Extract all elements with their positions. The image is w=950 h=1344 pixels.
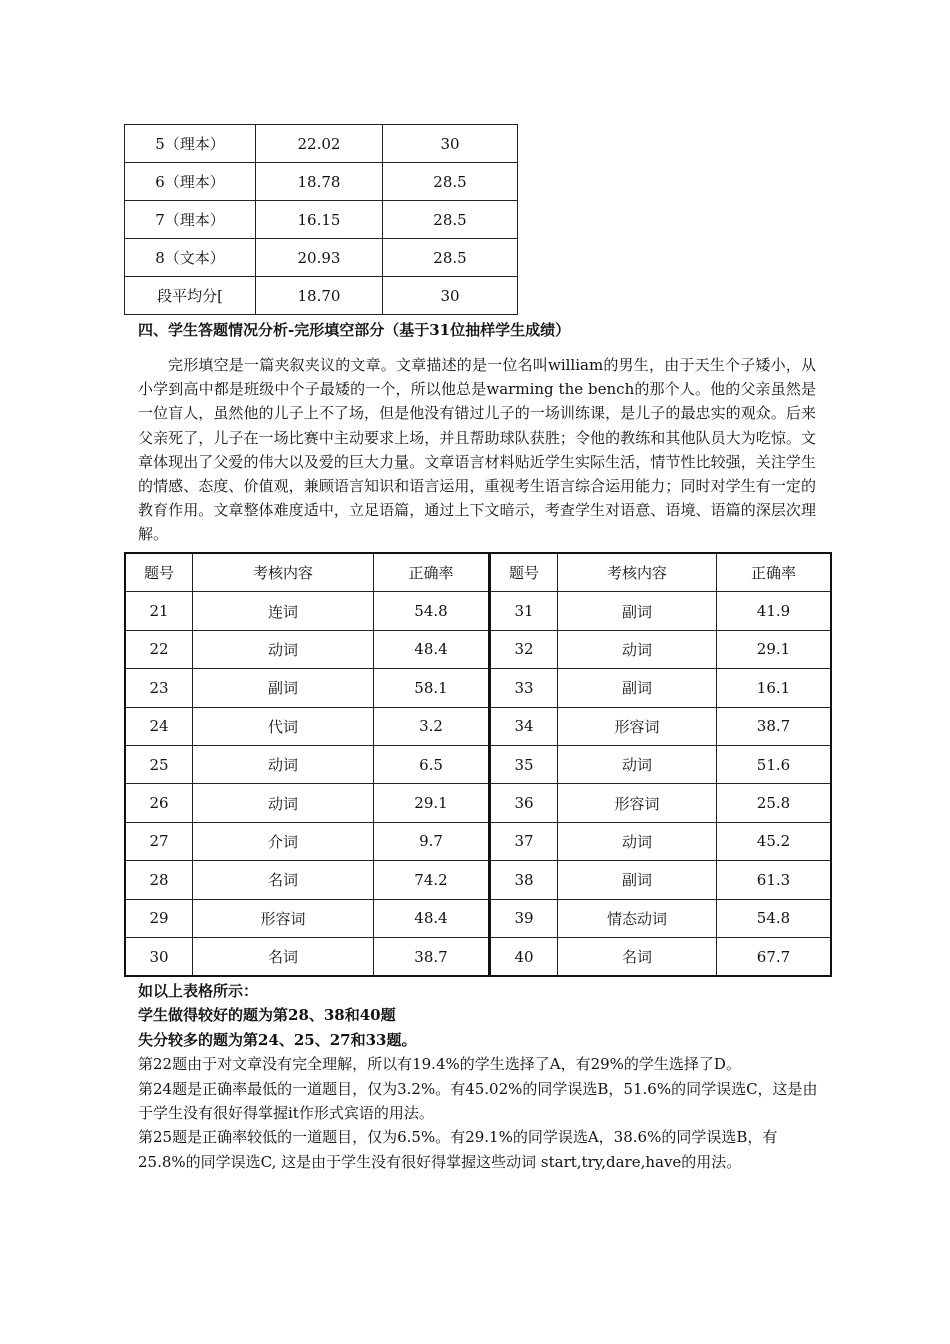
- cloze-cell: 25: [125, 745, 193, 783]
- cloze-cell: 29.1: [374, 784, 490, 822]
- cloze-header-row: [125, 553, 831, 592]
- cloze-cell: 情态动词: [558, 899, 717, 937]
- cloze-header-cell: 考核内容: [193, 553, 374, 592]
- score-row: [125, 277, 518, 315]
- cloze-cell: 37: [490, 822, 558, 860]
- cloze-cell: 名词: [193, 861, 374, 899]
- score-cell: 20.93: [256, 239, 383, 277]
- score-cell: 28.5: [383, 163, 518, 201]
- score-cell: 22.02: [256, 125, 383, 163]
- intro-paragraph: 完形填空是一篇夹叙夹议的文章。文章描述的是一位名叫william的男生，由于天生个子矮小，从小学到高中都是班级中个子最矮的一个，所以他总是warming the bench的那个人。他的父亲虽然是一位盲人，虽然他的儿子上不了场，但是他没有错过儿子的一场训练课，是儿子的最忠实的观众。后来父亲死了，儿子在一场比赛中主动要求上场，并且帮助球队获胜；令他的教练和其他队员大为吃惊。文章体现出了父爱的伟大以及爱的巨大力量。文章语言材料贴近学生实际生活，情节性比较强，关注学生的情感、态度、价值观，兼顾语言知识和语言运用，重视考生语言综合运用能力；同时对学生有一定的教育作用。文章整体难度适中，立足语篇，通过上下文暗示，考查学生对语意、语境、语篇的深层次理解。: [138, 356, 816, 544]
- cloze-cell: 代词: [193, 707, 374, 745]
- cloze-cell: 36: [490, 784, 558, 822]
- cloze-cell: 3.2: [374, 707, 490, 745]
- cloze-cell: 副词: [558, 669, 717, 707]
- cloze-cell: 副词: [193, 669, 374, 707]
- cloze-row: [125, 899, 831, 937]
- cloze-cell: 40: [490, 937, 558, 976]
- cloze-cell: 动词: [558, 745, 717, 783]
- cloze-header-cell: 正确率: [717, 553, 832, 592]
- cloze-cell: 形容词: [558, 707, 717, 745]
- score-cell: 18.78: [256, 163, 383, 201]
- cloze-cell: 32: [490, 630, 558, 668]
- cloze-cell: 名词: [558, 937, 717, 976]
- cloze-header-cell: 题号: [490, 553, 558, 592]
- cloze-cell: 名词: [193, 937, 374, 976]
- cloze-row: [125, 822, 831, 860]
- cloze-cell: 23: [125, 669, 193, 707]
- cloze-cell: 41.9: [717, 592, 832, 630]
- cloze-cell: 连词: [193, 592, 374, 630]
- cloze-header-cell: 题号: [125, 553, 193, 592]
- cloze-cell: 39: [490, 899, 558, 937]
- section-heading: 四、学生答题情况分析-完形填空部分（基于31位抽样学生成绩）: [138, 321, 571, 339]
- score-cell: 28.5: [383, 239, 518, 277]
- cloze-cell: 38.7: [374, 937, 490, 976]
- cloze-cell: 形容词: [558, 784, 717, 822]
- cloze-cell: 形容词: [193, 899, 374, 937]
- weak-items-line: 失分较多的题为第24、25、27和33题。: [138, 1030, 417, 1049]
- good-items-line: 学生做得较好的题为第28、38和40题: [138, 1006, 396, 1025]
- q22-analysis: 第22题由于对文章没有完全理解，所以有19.4%的学生选择了A，有29%的学生选择了D。: [138, 1055, 741, 1074]
- cloze-header-cell: 考核内容: [558, 553, 717, 592]
- cloze-cell: 35: [490, 745, 558, 783]
- score-row: [125, 163, 518, 201]
- cloze-cell: 48.4: [374, 630, 490, 668]
- cloze-header-cell: 正确率: [374, 553, 490, 592]
- cloze-cell: 29: [125, 899, 193, 937]
- cloze-cell: 副词: [558, 861, 717, 899]
- score-cell: 30: [383, 277, 518, 315]
- cloze-cell: 动词: [558, 822, 717, 860]
- cloze-cell: 22: [125, 630, 193, 668]
- score-row: [125, 201, 518, 239]
- score-cell: 8（文本）: [125, 239, 256, 277]
- score-cell: 16.15: [256, 201, 383, 239]
- cloze-cell: 动词: [558, 630, 717, 668]
- q24-analysis: 第24题是正确率最低的一道题目，仅为3.2%。有45.02%的同学误选B，51.6%的同学误选C，这是由于学生没有很好得掌握it作形式宾语的用法。: [138, 1079, 818, 1123]
- cloze-cell: 9.7: [374, 822, 490, 860]
- cloze-cell: 61.3: [717, 861, 832, 899]
- cloze-cell: 26: [125, 784, 193, 822]
- q25-analysis: 第25题是正确率较低的一道题目，仅为6.5%。有29.1%的同学误选A，38.6%的同学误选B，有25.8%的同学误选C, 这是由于学生没有很好得掌握这些动词 start,try,dare,have的用法。: [138, 1128, 778, 1171]
- cloze-cell: 24: [125, 707, 193, 745]
- score-cell: 段平均分[: [125, 277, 256, 315]
- cloze-cell: 38: [490, 861, 558, 899]
- cloze-row: [125, 937, 831, 976]
- cloze-cell: 34: [490, 707, 558, 745]
- analysis-section: [138, 979, 818, 1174]
- cloze-row: [125, 630, 831, 668]
- cloze-cell: 48.4: [374, 899, 490, 937]
- cloze-cell: 21: [125, 592, 193, 630]
- cloze-cell: 45.2: [717, 822, 832, 860]
- cloze-row: [125, 707, 831, 745]
- cloze-row: [125, 745, 831, 783]
- cloze-cell: 31: [490, 592, 558, 630]
- cloze-cell: 29.1: [717, 630, 832, 668]
- cloze-cell: 33: [490, 669, 558, 707]
- cloze-row: [125, 592, 831, 630]
- cloze-cell: 28: [125, 861, 193, 899]
- score-cell: 5（理本）: [125, 125, 256, 163]
- summary-intro: 如以上表格所示：: [138, 982, 259, 1000]
- score-cell: 7（理本）: [125, 201, 256, 239]
- cloze-row: [125, 861, 831, 899]
- cloze-cell: 51.6: [717, 745, 832, 783]
- cloze-cell: 16.1: [717, 669, 832, 707]
- cloze-cell: 27: [125, 822, 193, 860]
- cloze-cell: 动词: [193, 630, 374, 668]
- cloze-cell: 介词: [193, 822, 374, 860]
- cloze-cell: 30: [125, 937, 193, 976]
- cloze-cell: 54.8: [717, 899, 832, 937]
- cloze-cell: 6.5: [374, 745, 490, 783]
- score-row: [125, 239, 518, 277]
- cloze-cell: 动词: [193, 745, 374, 783]
- score-cell: 18.70: [256, 277, 383, 315]
- cloze-row: [125, 669, 831, 707]
- cloze-cell: 25.8: [717, 784, 832, 822]
- score-cell: 30: [383, 125, 518, 163]
- cloze-row: [125, 784, 831, 822]
- cloze-cell: 动词: [193, 784, 374, 822]
- score-table: [124, 124, 518, 315]
- cloze-cell: 副词: [558, 592, 717, 630]
- cloze-table: [124, 552, 832, 977]
- score-row: [125, 125, 518, 163]
- cloze-cell: 67.7: [717, 937, 832, 976]
- cloze-cell: 58.1: [374, 669, 490, 707]
- cloze-cell: 54.8: [374, 592, 490, 630]
- score-cell: 28.5: [383, 201, 518, 239]
- cloze-cell: 38.7: [717, 707, 832, 745]
- score-cell: 6（理本）: [125, 163, 256, 201]
- cloze-cell: 74.2: [374, 861, 490, 899]
